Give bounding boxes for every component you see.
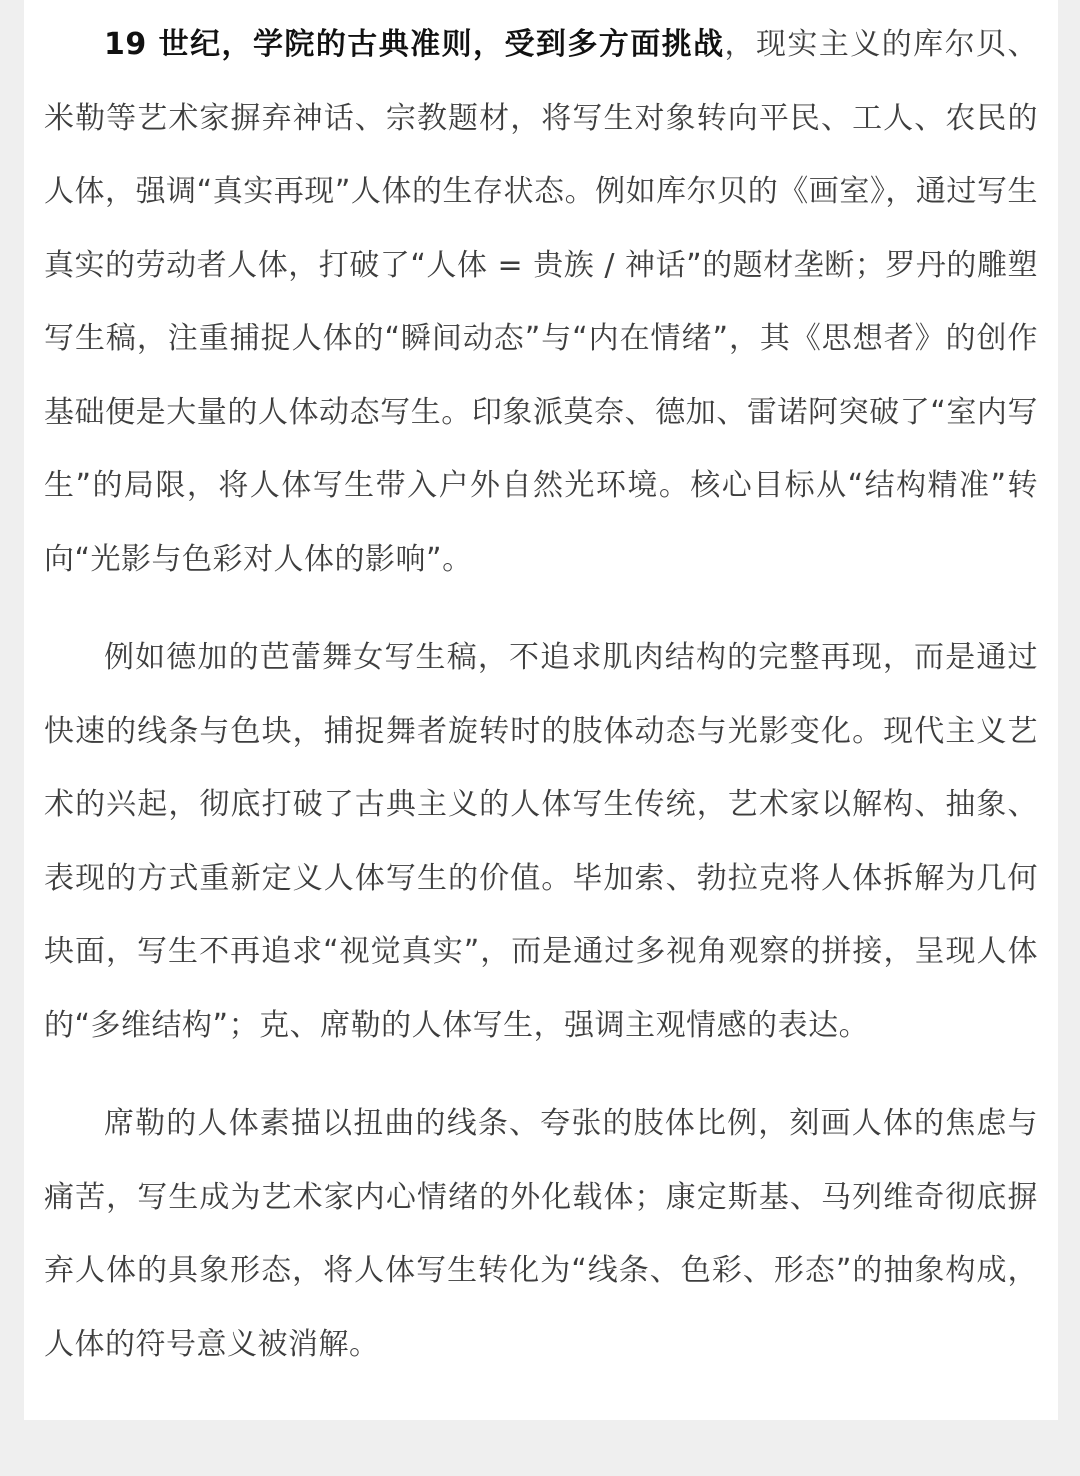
- paragraph-2: [44, 621, 1038, 1062]
- paragraph-3: [44, 1087, 1038, 1381]
- article-body: [24, 0, 1058, 1420]
- paragraph-1-lead: 19 世纪，学院的古典准则，受到多方面挑战: [104, 27, 725, 62]
- paragraph-1-text: ，现实主义的库尔贝、米勒等艺术家摒弃神话、宗教题材，将写生对象转向平民、工人、农民的人体，强调“真实再现”人体的生存状态。例如库尔贝的《画室》，通过写生真实的劳动者人体，打破了“人体 = 贵族 / 神话”的题材垄断；罗丹的雕塑写生稿，注重捕捉人体的“瞬间动态”与“内在情绪”，其《思想者》的创作基础便是大量的人体动态写生。印象派莫奈、德加、雷诺阿突破了“室内写生”的局限，将人体写生带入户外自然光环境。核心目标从“结构精准”转向“光影与色彩对人体的影响”。: [44, 27, 1038, 577]
- paragraph-1: [44, 8, 1038, 596]
- paragraph-2-text: 例如德加的芭蕾舞女写生稿，不追求肌肉结构的完整再现，而是通过快速的线条与色块，捕捉舞者旋转时的肢体动态与光影变化。现代主义艺术的兴起，彻底打破了古典主义的人体写生传统，艺术家以解构、抽象、表现的方式重新定义人体写生的价值。毕加索、勃拉克将人体拆解为几何块面，写生不再追求“视觉真实”，而是通过多视角观察的拼接，呈现人体的“多维结构”；克、席勒的人体写生，强调主观情感的表达。: [44, 640, 1038, 1043]
- paragraph-3-text: 席勒的人体素描以扭曲的线条、夸张的肢体比例，刻画人体的焦虑与痛苦，写生成为艺术家内心情绪的外化载体；康定斯基、马列维奇彻底摒弃人体的具象形态，将人体写生转化为“线条、色彩、形态”的抽象构成，人体的符号意义被消解。: [44, 1106, 1038, 1362]
